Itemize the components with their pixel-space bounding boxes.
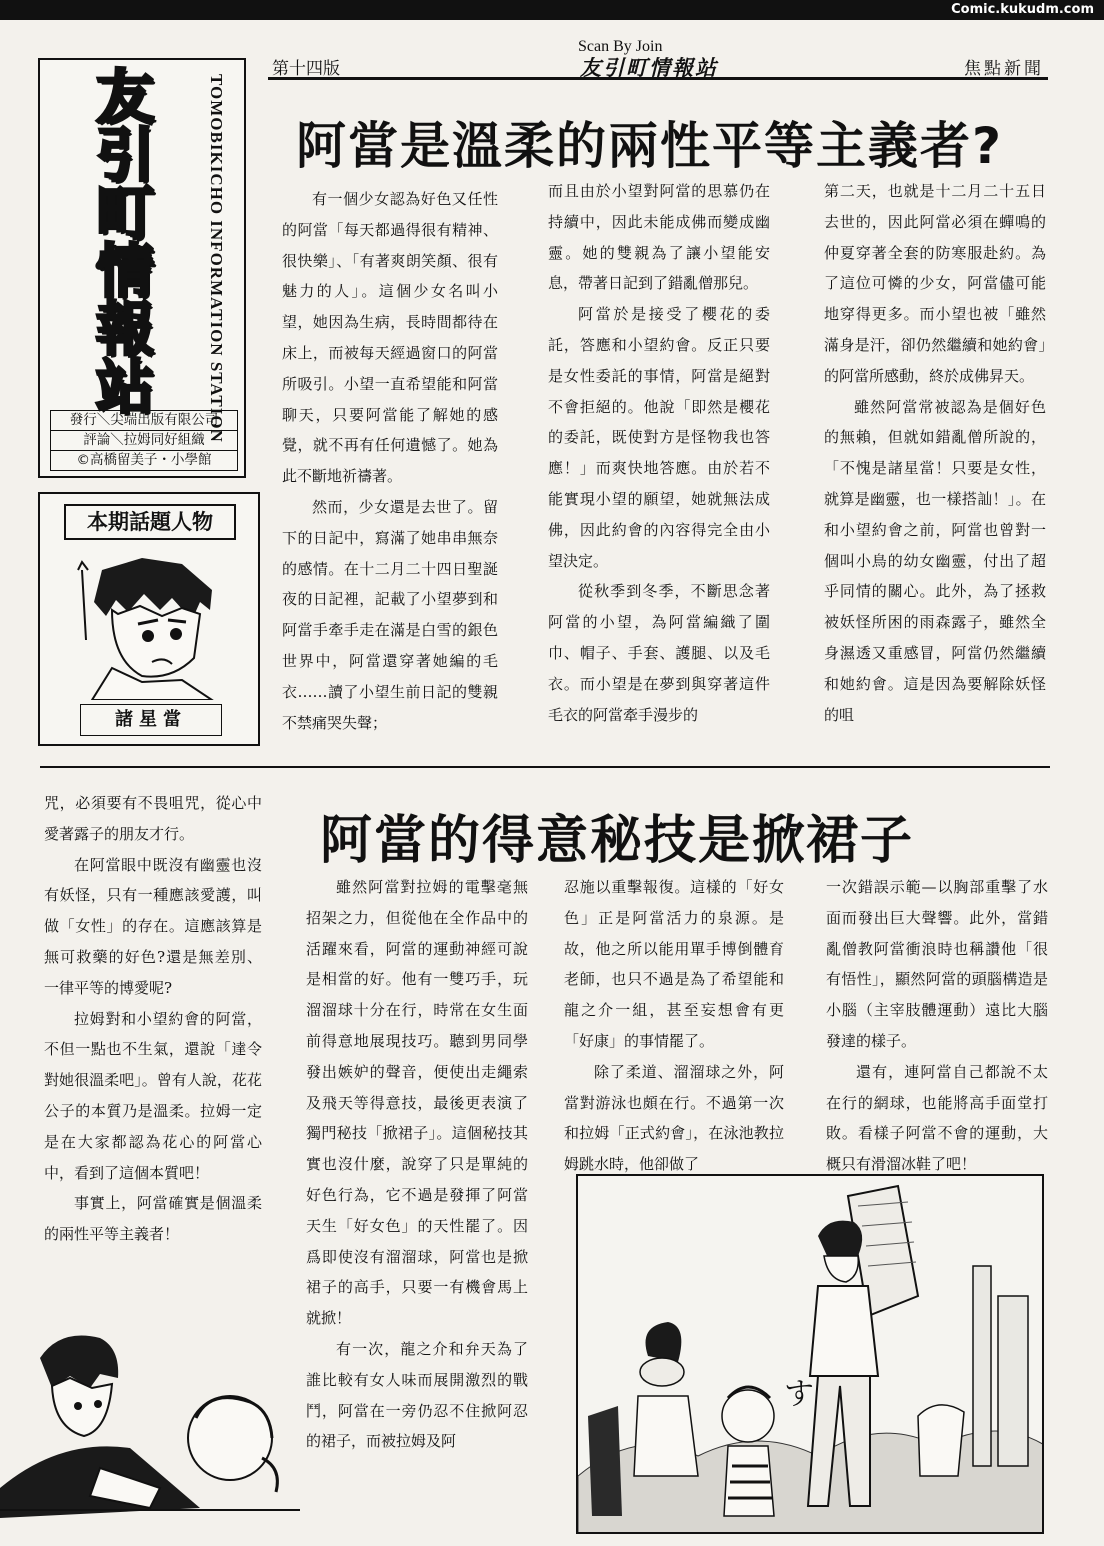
ataru-portrait-illustration <box>72 550 232 700</box>
sound-effect: す <box>784 1377 814 1412</box>
masthead-english: TOMOBIKICHO INFORMATION STATION <box>207 74 226 443</box>
masthead-char: 站 <box>95 353 154 421</box>
section-divider <box>40 766 1050 768</box>
paragraph: 而且由於小望對阿當的思慕仍在持續中，因此未能成佛而變成幽靈。她的雙親為了讓小望能安息，帶著日記到了錯亂僧那兒。 <box>548 182 770 293</box>
paragraph: 有一次，龍之介和弁天為了誰比較有女人味而展開激烈的戰鬥，阿當在一旁仍忍不住掀阿忍的裙子，而被拉姆及阿 <box>306 1339 528 1451</box>
masthead-char: 町 <box>95 179 154 247</box>
masthead-char: 引 <box>95 121 154 189</box>
students-illustration <box>0 1318 300 1518</box>
article2-headline: 阿當的得意秘技是掀裙子 <box>320 811 915 871</box>
paragraph: 除了柔道、溜溜球之外，阿當對游泳也頗在行。不過第一次和拉姆「正式約會」，在泳池教拉姆跳水時，他卻做了 <box>564 1062 784 1174</box>
credit-review: 評論＼拉姆同好組織 <box>51 431 237 451</box>
paragraph: 有一個少女認為好色又任性的阿當「每天都過得很有精神、很快樂」、「有著爽朗笑顏、很有魅力的人」。這個少女名叫小望，她因為生病，長時間都待在床上，而被每天經過窗口的阿當所吸引。小望一直希望能和阿當聊天，只要阿當能了解她的感覺，就不再有任何遺憾了。她為此不斷地祈禱著。 <box>282 190 498 486</box>
article1-column-1 <box>282 184 498 738</box>
paragraph: 還有，連阿當自己都說不太在行的網球，也能將高手面堂打敗。看樣子阿當不會的運動，大概只有滑溜冰鞋了吧！ <box>826 1062 1048 1174</box>
article1-column-3 <box>824 176 1046 730</box>
masthead-char: 報 <box>95 295 154 363</box>
scan-credit: Scan By Join <box>578 38 663 55</box>
site-watermark: Comic.kukudm.com <box>951 2 1094 17</box>
article2-column-3 <box>826 872 1048 1180</box>
paragraph: 拉姆對和小望約會的阿當，不但一點也不生氣，還說「達令對她很溫柔吧」。曾有人說，花花公子的本質乃是溫柔。拉姆一定是在大家都認為花心的阿當心中，看到了這個本質吧！ <box>44 1009 262 1182</box>
paragraph: 從秋季到冬季，不斷思念著阿當的小望，為阿當編織了圍巾、帽子、手套、護腿、以及毛衣。而小望是在夢到與穿著這件毛衣的阿當牽手漫步的 <box>548 582 770 724</box>
top-bar <box>0 0 1104 20</box>
paragraph: 然而，少女還是去世了。留下的日記中，寫滿了她串串無奈的感情。在十二月二十四日聖誕夜的日記裡，記載了小望夢到和阿當手牽手走在滿是白雪的銀色世界中，阿當還穿著她編的毛衣……讀了小望生前日記的雙親不禁痛哭失聲； <box>282 497 498 732</box>
manga-scene-illustration <box>578 1176 1044 1534</box>
credits-box <box>50 410 238 471</box>
article2-column-1 <box>306 872 528 1457</box>
paragraph: 雖然阿當常被認為是個好色的無賴，但就如錯亂僧所說的，「不愧是諸星當！只要是女性，就算是幽靈，也一樣搭訕！」。在和小望約會之前，阿當也曾對一個叫小鳥的幼女幽靈，付出了超乎同情的關心。此外，為了拯救被妖怪所困的雨森露子，雖然全身濕透又重感冒，阿當仍然繼續和她約會。這是因為要解除妖怪的咀 <box>824 397 1046 724</box>
masthead-char: 情 <box>95 237 154 305</box>
page-number: 第十四版 <box>272 59 340 79</box>
article1-column-2 <box>548 176 770 730</box>
article1-column-4 <box>44 788 262 1250</box>
section-name: 焦點新聞 <box>964 59 1044 79</box>
masthead <box>38 58 246 478</box>
paragraph: 阿當於是接受了櫻花的委託，答應和小望約會。反正只要是女性委託的事情，阿當是絕對不會拒絕的。他說「即然是櫻花的委託，既使對方是怪物我也答應！」而爽快地答應。由於若不能實現小望的願望，她就無法成佛，因此約會的內容得完全由小望決定。 <box>548 305 770 570</box>
paragraph: 事實上，阿當確實是個溫柔的兩性平等主義者！ <box>44 1194 262 1244</box>
article2-column-2 <box>564 872 784 1180</box>
masthead-title <box>50 63 200 421</box>
manga-panel <box>576 1174 1044 1534</box>
credit-publisher: 發行＼尖端出版有限公司 <box>51 411 237 431</box>
paragraph: 忍施以重擊報復。這樣的「好女色」正是阿當活力的泉源。是故，他之所以能用單手博倒體育老師，也只不過是為了希望能和龍之介一組，甚至妄想會有更「好康」的事情罷了。 <box>564 878 784 1050</box>
masthead-char: 友 <box>95 63 154 131</box>
article1-headline: 阿當是溫柔的兩性平等主義者? <box>296 117 1004 175</box>
paragraph: 在阿當眼中既沒有幽靈也沒有妖怪，只有一種應該愛護，叫做「女性」的存在。這應該算是無可救藥的好色?還是無差別、一律平等的博愛呢? <box>44 855 262 997</box>
paragraph: 第二天，也就是十二月二十五日去世的，因此阿當必須在蟬鳴的仲夏穿著全套的防寒服赴約。為了這位可憐的少女，阿當儘可能地穿得更多。而小望也被「雖然滿身是汗，卻仍然繼續和她約會」的阿當所感動，終於成佛昇天。 <box>824 182 1046 385</box>
newspaper-header <box>268 52 1048 80</box>
paragraph: 雖然阿當對拉姆的電擊毫無招架之力，但從他在全作品中的活躍來看，阿當的運動神經可說是相當的好。他有一雙巧手，玩溜溜球十分在行，時常在女生面前得意地展現技巧。聽到男同學發出嫉妒的聲音，便使出走繩索及飛天等得意技，最後更表演了獨門秘技「掀裙子」。這個秘技其實也沒什麼，說穿了只是單純的好色行為，它不過是發揮了阿當天生「好女色」的天性罷了。因爲即使沒有溜溜球，阿當也是掀裙子的高手，只要一有機會馬上就掀！ <box>306 878 528 1328</box>
featured-name: 諸星當 <box>80 704 222 736</box>
paragraph: 咒，必須要有不畏咀咒，從心中愛著露子的朋友才行。 <box>44 794 262 843</box>
credit-copyright: ©高橋留美子・小學館 <box>76 452 212 468</box>
paragraph: 一次錯誤示範—以胸部重擊了水面而發出巨大聲響。此外，當錯亂僧教阿當衝浪時也稱讚他「很有悟性」，顯然阿當的頭腦構造是小腦（主宰肢體運動）遠比大腦發達的樣子。 <box>826 878 1048 1050</box>
header-title: 友引町情報站 <box>580 55 718 80</box>
featured-person-box <box>38 492 260 746</box>
featured-title: 本期話題人物 <box>64 504 236 540</box>
